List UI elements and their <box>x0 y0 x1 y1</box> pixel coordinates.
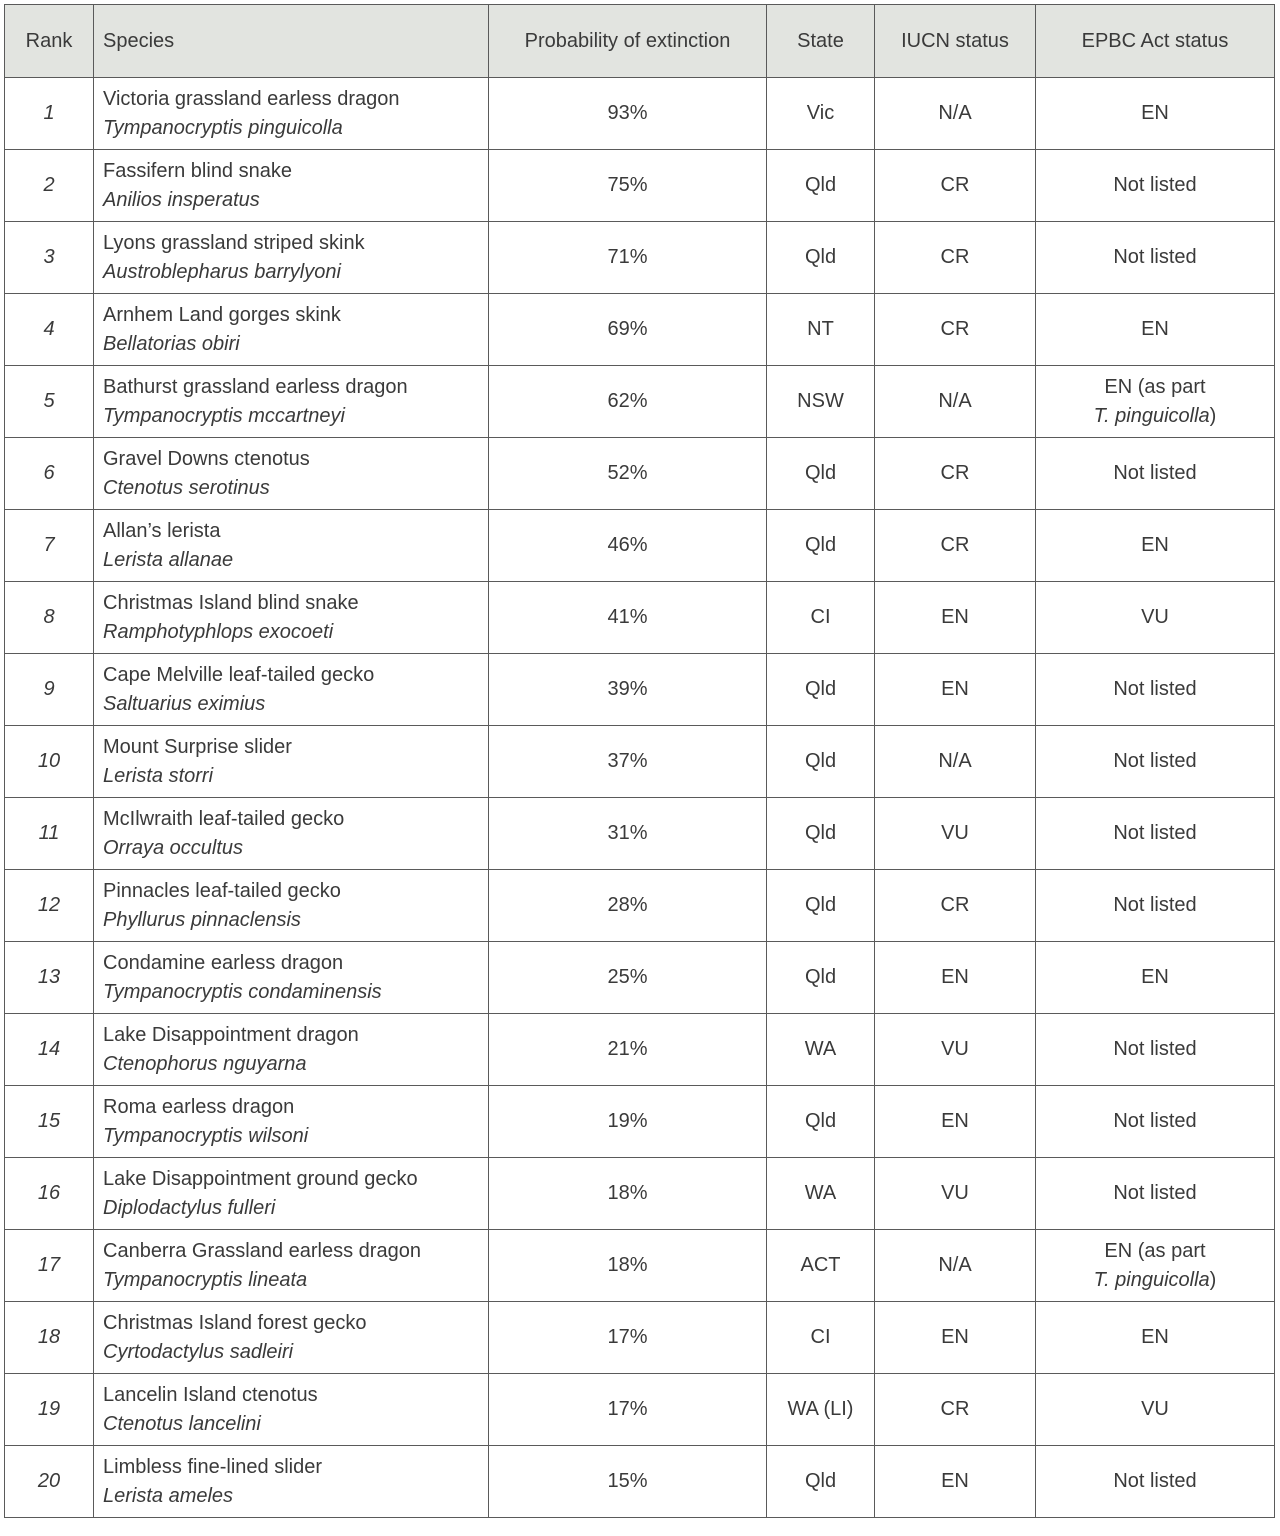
scientific-name: Tympanocryptis pinguicolla <box>103 116 343 139</box>
probability-cell: 21% <box>489 1014 767 1086</box>
epbc-status-cell <box>1036 1230 1275 1302</box>
species-cell <box>94 1302 489 1374</box>
table-row <box>5 150 1275 222</box>
probability-cell: 18% <box>489 1230 767 1302</box>
state-cell: Qld <box>767 798 875 870</box>
scientific-name: Cyrtodactylus sadleiri <box>103 1340 294 1363</box>
epbc-status: EN <box>1141 318 1169 340</box>
epbc-status: Not listed <box>1113 1470 1197 1492</box>
iucn-status-cell: VU <box>875 1158 1036 1230</box>
probability-cell: 62% <box>489 366 767 438</box>
probability-cell: 15% <box>489 1446 767 1518</box>
header-state: State <box>767 5 875 78</box>
header-probability: Probability of extinction <box>489 5 767 78</box>
table-row <box>5 942 1275 1014</box>
epbc-status: EN (as part <box>1104 1239 1206 1262</box>
species-cell <box>94 942 489 1014</box>
header-epbc: EPBC Act status <box>1036 5 1275 78</box>
iucn-status-cell: CR <box>875 870 1036 942</box>
epbc-status: EN <box>1141 966 1169 988</box>
table-row <box>5 1158 1275 1230</box>
scientific-name: Ctenotus serotinus <box>103 476 270 499</box>
state-cell: WA <box>767 1014 875 1086</box>
iucn-status-cell: EN <box>875 1086 1036 1158</box>
species-cell <box>94 798 489 870</box>
epbc-note <box>1036 1266 1274 1295</box>
scientific-name: Lerista ameles <box>103 1484 234 1507</box>
state-cell: ACT <box>767 1230 875 1302</box>
epbc-note <box>1036 402 1274 431</box>
epbc-status-cell <box>1036 150 1275 222</box>
probability-cell: 41% <box>489 582 767 654</box>
epbc-status: EN (as part <box>1104 375 1206 398</box>
probability-cell: 46% <box>489 510 767 582</box>
state-cell: Qld <box>767 510 875 582</box>
epbc-status-cell <box>1036 726 1275 798</box>
epbc-note-suffix: ) <box>1209 1268 1217 1291</box>
scientific-name: Lerista allanae <box>103 548 234 571</box>
state-cell: WA <box>767 1158 875 1230</box>
epbc-status-cell <box>1036 1302 1275 1374</box>
species-cell <box>94 582 489 654</box>
table-row <box>5 798 1275 870</box>
epbc-status: VU <box>1141 1398 1169 1420</box>
table-row <box>5 1374 1275 1446</box>
probability-cell: 28% <box>489 870 767 942</box>
iucn-status-cell: EN <box>875 942 1036 1014</box>
rank-cell: 20 <box>5 1446 94 1518</box>
epbc-status: EN <box>1141 534 1169 556</box>
epbc-status-cell <box>1036 510 1275 582</box>
common-name: Lake Disappointment ground gecko <box>103 1167 418 1190</box>
state-cell: Qld <box>767 870 875 942</box>
table-row <box>5 870 1275 942</box>
rank-cell: 4 <box>5 294 94 366</box>
epbc-status-cell <box>1036 870 1275 942</box>
rank-cell: 13 <box>5 942 94 1014</box>
epbc-status: Not listed <box>1113 1038 1197 1060</box>
epbc-status-cell <box>1036 1446 1275 1518</box>
header-species: Species <box>94 5 489 78</box>
probability-cell: 75% <box>489 150 767 222</box>
common-name: Lyons grassland striped skink <box>103 231 365 254</box>
state-cell: NSW <box>767 366 875 438</box>
table-row <box>5 582 1275 654</box>
rank-cell: 15 <box>5 1086 94 1158</box>
rank-cell: 16 <box>5 1158 94 1230</box>
scientific-name: Ramphotyphlops exocoeti <box>103 620 334 643</box>
epbc-status-cell <box>1036 366 1275 438</box>
iucn-status-cell: N/A <box>875 78 1036 150</box>
common-name: Mount Surprise slider <box>103 735 292 758</box>
scientific-name: Lerista storri <box>103 764 214 787</box>
rank-cell: 10 <box>5 726 94 798</box>
state-cell: Qld <box>767 150 875 222</box>
table-row <box>5 654 1275 726</box>
rank-cell: 8 <box>5 582 94 654</box>
table-row <box>5 1230 1275 1302</box>
scientific-name: Austroblepharus barrylyoni <box>103 260 341 283</box>
rank-cell: 19 <box>5 1374 94 1446</box>
scientific-name: Saltuarius eximius <box>103 692 266 715</box>
probability-cell: 52% <box>489 438 767 510</box>
iucn-status-cell: CR <box>875 222 1036 294</box>
state-cell: Qld <box>767 1086 875 1158</box>
iucn-status-cell: VU <box>875 1014 1036 1086</box>
epbc-status: Not listed <box>1113 462 1197 484</box>
common-name: Condamine earless dragon <box>103 951 344 974</box>
common-name: Cape Melville leaf-tailed gecko <box>103 663 375 686</box>
table-row <box>5 1302 1275 1374</box>
scientific-name: Ctenophorus nguyarna <box>103 1052 307 1075</box>
epbc-note-suffix: ) <box>1209 404 1217 427</box>
rank-cell: 11 <box>5 798 94 870</box>
probability-cell: 69% <box>489 294 767 366</box>
species-cell <box>94 438 489 510</box>
rank-cell: 12 <box>5 870 94 942</box>
common-name: Christmas Island blind snake <box>103 591 359 614</box>
scientific-name: Tympanocryptis mccartneyi <box>103 404 345 427</box>
probability-cell: 25% <box>489 942 767 1014</box>
common-name: Lancelin Island ctenotus <box>103 1383 318 1406</box>
state-cell: WA (LI) <box>767 1374 875 1446</box>
rank-cell: 2 <box>5 150 94 222</box>
probability-cell: 39% <box>489 654 767 726</box>
common-name: Bathurst grassland earless dragon <box>103 375 408 398</box>
iucn-status-cell: EN <box>875 1446 1036 1518</box>
iucn-status-cell: CR <box>875 510 1036 582</box>
epbc-status: VU <box>1141 606 1169 628</box>
species-cell <box>94 1158 489 1230</box>
scientific-name: Tympanocryptis condaminensis <box>103 980 382 1003</box>
scientific-name: Tympanocryptis lineata <box>103 1268 308 1291</box>
state-cell: Qld <box>767 654 875 726</box>
common-name: Victoria grassland earless dragon <box>103 87 400 110</box>
common-name: McIlwraith leaf-tailed gecko <box>103 807 345 830</box>
epbc-status: Not listed <box>1113 750 1197 772</box>
header-rank: Rank <box>5 5 94 78</box>
state-cell: CI <box>767 582 875 654</box>
common-name: Roma earless dragon <box>103 1095 295 1118</box>
epbc-status: Not listed <box>1113 174 1197 196</box>
table-body <box>5 78 1275 1518</box>
epbc-status-cell <box>1036 222 1275 294</box>
common-name: Lake Disappointment dragon <box>103 1023 359 1046</box>
species-cell <box>94 78 489 150</box>
scientific-name: Orraya occultus <box>103 836 244 859</box>
epbc-status-cell <box>1036 438 1275 510</box>
epbc-status: Not listed <box>1113 1182 1197 1204</box>
common-name: Pinnacles leaf-tailed gecko <box>103 879 341 902</box>
species-cell <box>94 1086 489 1158</box>
common-name: Fassifern blind snake <box>103 159 292 182</box>
iucn-status-cell: N/A <box>875 1230 1036 1302</box>
state-cell: Vic <box>767 78 875 150</box>
table-row <box>5 294 1275 366</box>
rank-cell: 6 <box>5 438 94 510</box>
scientific-name: Bellatorias obiri <box>103 332 240 355</box>
iucn-status-cell: CR <box>875 1374 1036 1446</box>
scientific-name: Phyllurus pinnaclensis <box>103 908 301 931</box>
rank-cell: 18 <box>5 1302 94 1374</box>
epbc-status-cell <box>1036 1014 1275 1086</box>
epbc-status: EN <box>1141 102 1169 124</box>
epbc-status: Not listed <box>1113 246 1197 268</box>
epbc-status-cell <box>1036 294 1275 366</box>
epbc-status-cell <box>1036 1086 1275 1158</box>
species-cell <box>94 726 489 798</box>
scientific-name: Ctenotus lancelini <box>103 1412 261 1435</box>
table-row <box>5 1086 1275 1158</box>
epbc-status: EN <box>1141 1326 1169 1348</box>
scientific-name: Tympanocryptis wilsoni <box>103 1124 309 1147</box>
epbc-status: Not listed <box>1113 1110 1197 1132</box>
table-row <box>5 510 1275 582</box>
epbc-status-cell <box>1036 1158 1275 1230</box>
species-cell <box>94 366 489 438</box>
species-cell <box>94 150 489 222</box>
common-name: Limbless fine-lined slider <box>103 1455 322 1478</box>
species-cell <box>94 1446 489 1518</box>
common-name: Gravel Downs ctenotus <box>103 447 310 470</box>
epbc-status: Not listed <box>1113 894 1197 916</box>
rank-cell: 7 <box>5 510 94 582</box>
species-cell <box>94 654 489 726</box>
epbc-note-scientific: T. pinguicolla <box>1093 1268 1210 1291</box>
probability-cell: 93% <box>489 78 767 150</box>
rank-cell: 1 <box>5 78 94 150</box>
common-name: Christmas Island forest gecko <box>103 1311 367 1334</box>
iucn-status-cell: VU <box>875 798 1036 870</box>
table-row <box>5 438 1275 510</box>
state-cell: Qld <box>767 438 875 510</box>
table-row <box>5 1014 1275 1086</box>
rank-cell: 9 <box>5 654 94 726</box>
rank-cell: 17 <box>5 1230 94 1302</box>
state-cell: Qld <box>767 942 875 1014</box>
common-name: Canberra Grassland earless dragon <box>103 1239 421 1262</box>
table-header <box>5 5 1275 78</box>
epbc-status-cell <box>1036 1374 1275 1446</box>
rank-cell: 14 <box>5 1014 94 1086</box>
epbc-status: Not listed <box>1113 822 1197 844</box>
rank-cell: 3 <box>5 222 94 294</box>
epbc-status-cell <box>1036 78 1275 150</box>
common-name: Arnhem Land gorges skink <box>103 303 341 326</box>
scientific-name: Anilios insperatus <box>103 188 260 211</box>
header-row <box>5 5 1275 78</box>
probability-cell: 17% <box>489 1374 767 1446</box>
epbc-status-cell <box>1036 654 1275 726</box>
species-cell <box>94 222 489 294</box>
state-cell: Qld <box>767 222 875 294</box>
epbc-status-cell <box>1036 582 1275 654</box>
table-row <box>5 222 1275 294</box>
species-cell <box>94 1230 489 1302</box>
table-row <box>5 366 1275 438</box>
probability-cell: 18% <box>489 1158 767 1230</box>
extinction-table-container <box>4 4 1275 1518</box>
iucn-status-cell: CR <box>875 150 1036 222</box>
species-cell <box>94 1014 489 1086</box>
table-row <box>5 726 1275 798</box>
scientific-name: Diplodactylus fulleri <box>103 1196 276 1219</box>
table-row <box>5 78 1275 150</box>
state-cell: Qld <box>767 726 875 798</box>
species-cell <box>94 870 489 942</box>
probability-cell: 37% <box>489 726 767 798</box>
iucn-status-cell: N/A <box>875 366 1036 438</box>
species-cell <box>94 1374 489 1446</box>
state-cell: CI <box>767 1302 875 1374</box>
iucn-status-cell: CR <box>875 294 1036 366</box>
state-cell: Qld <box>767 1446 875 1518</box>
probability-cell: 31% <box>489 798 767 870</box>
probability-cell: 19% <box>489 1086 767 1158</box>
table-row <box>5 1446 1275 1518</box>
iucn-status-cell: N/A <box>875 726 1036 798</box>
species-cell <box>94 510 489 582</box>
iucn-status-cell: EN <box>875 1302 1036 1374</box>
epbc-status-cell <box>1036 798 1275 870</box>
common-name: Allan’s lerista <box>103 519 221 542</box>
epbc-status-cell <box>1036 942 1275 1014</box>
rank-cell: 5 <box>5 366 94 438</box>
header-iucn: IUCN status <box>875 5 1036 78</box>
extinction-risk-table <box>4 4 1275 1518</box>
iucn-status-cell: CR <box>875 438 1036 510</box>
probability-cell: 17% <box>489 1302 767 1374</box>
iucn-status-cell: EN <box>875 654 1036 726</box>
species-cell <box>94 294 489 366</box>
state-cell: NT <box>767 294 875 366</box>
probability-cell: 71% <box>489 222 767 294</box>
iucn-status-cell: EN <box>875 582 1036 654</box>
epbc-status: Not listed <box>1113 678 1197 700</box>
epbc-note-scientific: T. pinguicolla <box>1093 404 1210 427</box>
